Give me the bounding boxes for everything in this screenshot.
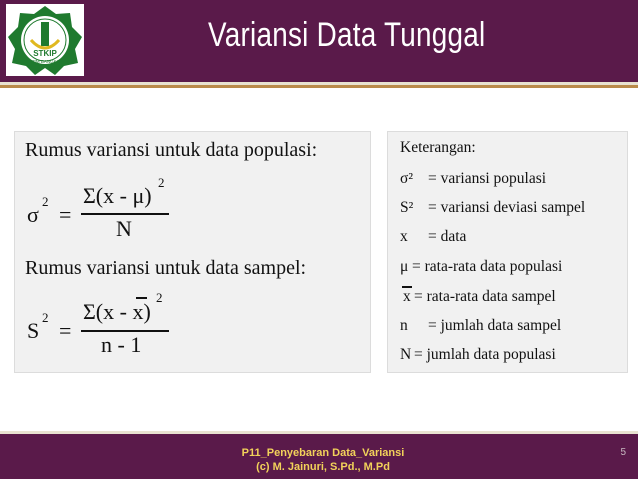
footer-author: (c) M. Jainuri, S.Pd., M.Pd [256, 461, 390, 473]
logo-text: STKIP [33, 49, 57, 58]
legend-symbol: N [400, 346, 412, 363]
xbar-overline [136, 297, 147, 299]
footer-course: P11_Penyebaran Data_Variansi [241, 447, 405, 459]
slide-title: Variansi Data Tunggal [208, 16, 486, 54]
legend-desc: = jumlah data sampel [428, 317, 562, 334]
legend-symbol: n [400, 317, 408, 334]
logo [6, 4, 84, 76]
formula-population-lhs: σ [27, 202, 39, 227]
formula-population-fraction-bar [81, 213, 169, 215]
formula-population-denominator: N [116, 216, 132, 241]
legend-desc: = rata-rata data populasi [412, 258, 563, 275]
legend-desc: = data [428, 228, 467, 245]
legend-desc: = jumlah data populasi [414, 346, 556, 363]
formula-sample-numerator: Σ(x - x) [83, 299, 151, 324]
slide-number: 5 [620, 447, 626, 458]
formula-sample-denominator: n - 1 [101, 332, 142, 357]
logo-subtext: YPM BANGKO [29, 59, 61, 64]
legend-title: Keterangan: [400, 139, 476, 156]
legend-desc: = rata-rata data sampel [414, 288, 556, 305]
legend-symbol: x [403, 288, 411, 305]
formula-population-numerator: Σ(x - μ) [83, 183, 152, 208]
formula-sample-eq: = [59, 318, 72, 343]
legend-panel [387, 131, 628, 373]
legend-symbol: σ² [400, 170, 414, 187]
formula-sample-numerator-exp: 2 [156, 290, 163, 305]
legend-desc: = variansi deviasi sampel [428, 199, 586, 216]
legend-symbol: μ [400, 258, 409, 275]
header-divider-accent [0, 85, 638, 88]
formula-sample-lhs-exp: 2 [42, 310, 49, 325]
formula-sample-lhs: S [27, 318, 40, 343]
formula-population-numerator-exp: 2 [158, 175, 165, 190]
heading-population: Rumus variansi untuk data populasi: [25, 139, 318, 161]
legend-desc: = variansi populasi [428, 170, 547, 187]
legend-symbol: S² [400, 199, 414, 216]
formula-panel [14, 131, 371, 373]
heading-sample: Rumus variansi untuk data sampel: [25, 257, 307, 279]
formula-population-eq: = [59, 202, 72, 227]
formula-population-lhs-exp: 2 [42, 194, 49, 209]
legend-symbol: x [400, 228, 408, 245]
